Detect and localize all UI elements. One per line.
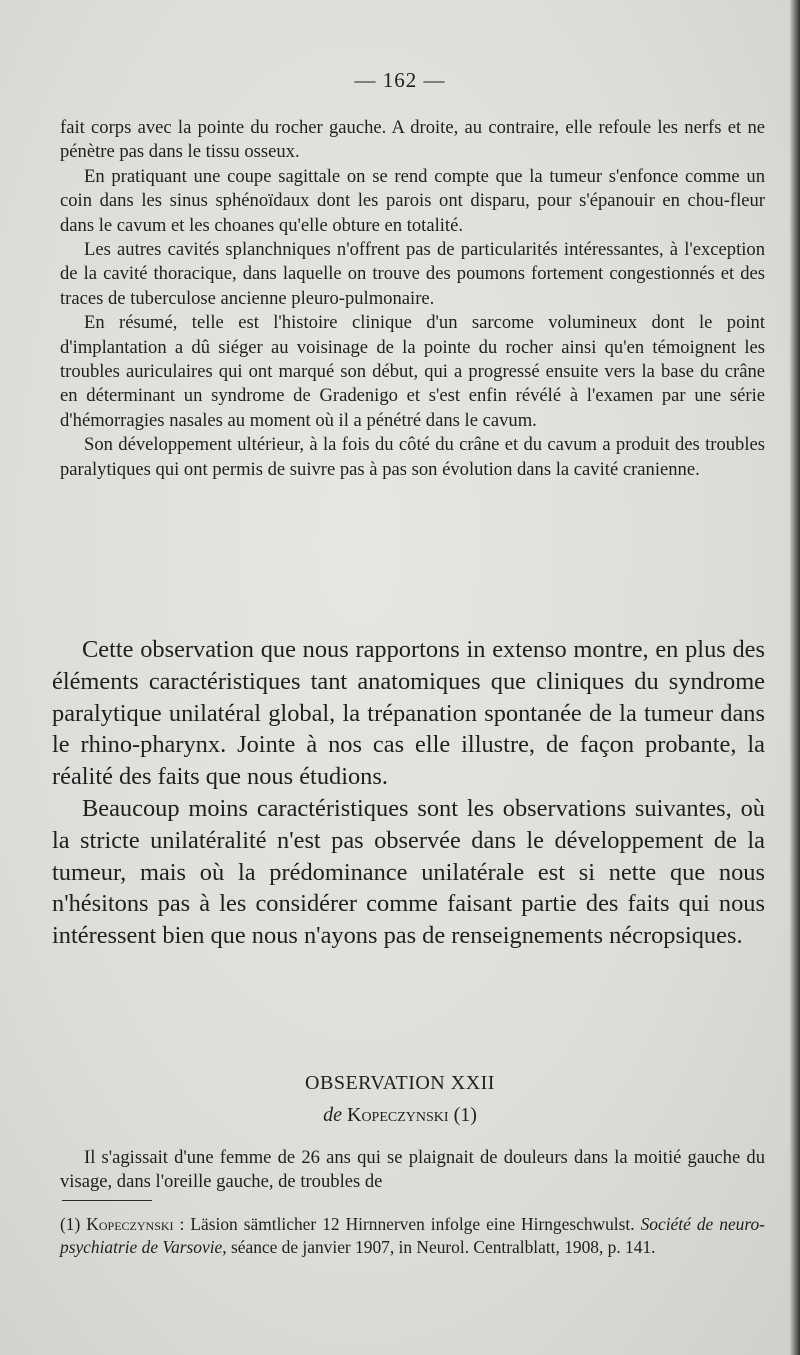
paragraph: Cette observation que nous rapportons in extenso montre, en plus des éléments caractéristiques tant anatomiques que cliniques du syndrome paralytique unilatéral global, la trépanation spontanée de la tumeur dans le rhino-pharynx. Jointe à nos cas elle illustre, de façon probante, la réalité des faits que nous étudions. <box>52 636 765 791</box>
footnote-journal: Société de neuro-psychiatrie de Varsovie, <box>60 1214 765 1257</box>
observation-subheading <box>0 1104 800 1127</box>
footnote-rule <box>62 1200 152 1201</box>
footnote-marker: (1) <box>60 1214 81 1234</box>
observation-sub-prefix: de <box>323 1104 342 1126</box>
main-text <box>52 634 765 952</box>
page-number: — 162 — <box>354 68 446 92</box>
intro-text <box>60 116 765 482</box>
paragraph: Les autres cavités splanchniques n'offrent pas de particularités intéressantes, à l'exception de la cavité thoracique, dans laquelle on trouve des poumons fortement congestionnés et des traces de tuberculose ancienne pleuro-pulmonaire. <box>60 239 765 309</box>
paragraph: En pratiquant une coupe sagittale on se rend compte que la tumeur s'enfonce comme un coin dans les sinus sphénoïdaux dont les parois ont disparu, pour s'épanouir en chou-fleur dans le cavum et les choanes qu'elle obture en totalité. <box>60 165 765 236</box>
paragraph: Il s'agissait d'une femme de 26 ans qui se plaignait de douleurs dans la moitié gauche du visage, dans l'oreille gauche, de troubles de <box>60 1147 765 1193</box>
footnote-text: : Läsion sämtlicher 12 Hirnnerven infolge eine Hirngeschwulst. <box>179 1214 635 1234</box>
page-edge <box>790 0 800 1355</box>
paragraph: fait corps avec la pointe du rocher gauche. A droite, au contraire, elle refoule les nerfs et ne pénètre pas dans le tissu osseux. <box>60 117 765 163</box>
footnote-rest: séance de janvier 1907, in Neurol. Centralblatt, 1908, p. 141. <box>230 1237 656 1257</box>
paragraph: En résumé, telle est l'histoire clinique d'un sarcome volumineux dont le point d'implantation a dû siéger au voisinage de la pointe du rocher ainsi qu'en témoignent les troubles auriculaires qui ont marqué son début, qui a progressé ensuite vers la base du crâne en déterminant un syndrome de Gradenigo et s'est enfin révélé à l'examen par une série d'hémorragies nasales au moment où il a pénétré dans le cavum. <box>60 312 765 431</box>
observation-text <box>60 1146 765 1195</box>
footnote <box>60 1213 765 1259</box>
observation-footnote-ref: (1) <box>453 1104 477 1126</box>
observation-heading: OBSERVATION XXII <box>305 1072 495 1094</box>
paragraph: Son développement ultérieur, à la fois du côté du crâne et du cavum a produit des troubles paralytiques qui ont permis de suivre pas à pas son évolution dans la cavité cranienne. <box>60 434 765 480</box>
paragraph: Beaucoup moins caractéristiques sont les observations suivantes, où la stricte unilatéralité n'est pas observée dans le développement de la tumeur, mais où la prédominance unilatérale est si nette que nous n'hésitons pas à les considérer comme faisant partie des faits qui nous intéressent bien que nous n'ayons pas de renseignements nécropsiques. <box>52 794 765 950</box>
footnote-author: Kopeczynski <box>86 1214 174 1234</box>
observation-author: Kopeczynski <box>347 1104 449 1126</box>
